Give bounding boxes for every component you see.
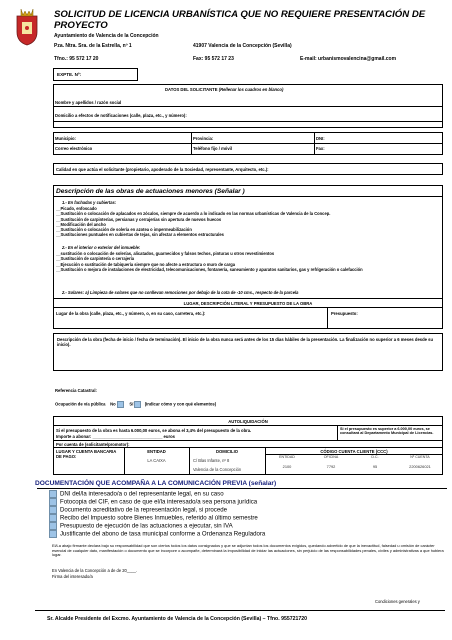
page-footer: Sr. Alcalde Presidente del Excmo. Ayuntamiento de Valencia de la Concepción (Sevilla) – Tfno. 955721720 — [47, 616, 308, 622]
col-entity: ENTIDAD — [147, 449, 166, 454]
no-label: No — [110, 401, 116, 407]
ccc-header: Nº CUENTA — [410, 455, 430, 459]
fax-label: Fax: — [316, 146, 325, 151]
bank-label: LUGAR Y CUENTA BANCARIA DE PAGO: — [56, 449, 117, 459]
document-checkbox[interactable] — [49, 514, 57, 522]
entity-value: LA CAIXA — [147, 458, 166, 463]
ccc-value: 7792 — [326, 464, 336, 469]
signature-label: Firma del interesado/a — [52, 574, 93, 579]
org-name: Ayuntamiento de Valencia de la Concepción — [54, 33, 159, 39]
amount-label[interactable]: Importe a abonar: ______________________________ euros — [56, 434, 175, 439]
document-checkbox[interactable] — [49, 506, 57, 514]
document-checkbox[interactable] — [49, 522, 57, 530]
org-email: E-mail: urbanismovalencina@gmail.com — [300, 56, 397, 62]
ccc-value: 2200626021 — [409, 464, 431, 469]
org-fax: Fax: 95 572 17 23 — [193, 56, 234, 62]
ccc-value: 95 — [372, 464, 378, 469]
yes-checkbox[interactable] — [134, 401, 141, 408]
document-checkbox[interactable] — [49, 530, 57, 538]
document-item[interactable]: DNI del/la interesado/a o del representante legal, en su caso — [48, 490, 443, 498]
domicile-label: Domicilio a efectos de notificaciones (calle, plaza, etc., y número): — [55, 113, 187, 118]
provincia-label: Provincia: — [193, 136, 214, 141]
ccc-header: ENTIDAD — [279, 455, 295, 459]
interior-list — [56, 251, 441, 272]
dni-label: DNI: — [316, 136, 325, 141]
org-address: Pza. Ntra. Sra. de la Estrella, nº 1 — [54, 43, 132, 49]
document-checkbox[interactable] — [49, 498, 57, 506]
works-title: Descripción de las obras de actuaciones menores (Señalar ) — [56, 188, 245, 195]
document-item[interactable]: Presupuesto de ejecución de las actuaciones a ejecutar, sin IVA — [48, 522, 443, 530]
description-box[interactable] — [53, 333, 443, 371]
document-checkbox[interactable] — [49, 490, 57, 498]
facades-list — [56, 206, 441, 238]
facade-item[interactable]: __Sustitución o colocación de aplacados en zócalos, siempre de acuerdo a lo indicado en las normas urbanísticas de Valencia de la Concep. — [56, 211, 331, 217]
municipio-label: Municipio: — [55, 136, 76, 141]
documents-title: DOCUMENTACIÓN QUE ACOMPAÑA A LA COMUNICACIÓN PREVIA (señalar) — [35, 480, 277, 487]
interior-item[interactable]: __Sustitución o mejora de instalaciones de electricidad, telecomunicaciones, fontanería, saneamiento y aparatos sanitarios, gas y refrigeración o calefacción — [56, 266, 363, 272]
general-conditions: Condiciones generales y — [375, 599, 420, 604]
budget-label: Presupuesto: — [331, 311, 358, 316]
ccc-table — [265, 455, 443, 469]
description-label: Descripción de la obra (fecha de inicio / fecha de terminación). El inicio de la obra nunca será antes de los 15 días hábiles de la presentación. La finalización no superior a 6 meses desde su inicio). — [57, 337, 434, 347]
document-item[interactable]: Justificante del abono de tasa municipal conforme a Ordenanza Reguladora — [48, 530, 443, 538]
facade-item[interactable]: __Sustituciones puntuales en cubiertas de tejas, sin afectar a elementos estructurales — [56, 232, 224, 238]
facade-item[interactable]: __Sustitución o colocación de solería en azotea o impermeabilización — [56, 227, 192, 233]
documents-list — [48, 490, 443, 538]
location-title: LUGAR, DESCRIPCIÓN LITERAL Y PRESUPUESTO DE LA OBRA — [183, 301, 313, 306]
ccc-header: D.C. — [371, 455, 379, 459]
interior-heading: 2.- En el interior o exterior del inmueble: — [62, 245, 141, 250]
signature-place-date: En Valencia de la Concepción a de de 20____. — [52, 568, 138, 573]
paid-by-label: Por cuenta de (solicitante/promotor): — [56, 442, 130, 447]
capacity-label: Calidad en que actúa el solicitante (propietario, apoderado de la Sociedad, representante, Arquitecto, etc.): — [56, 167, 269, 172]
email-label: Correo electrónico — [55, 146, 93, 151]
address-line-1: C/ Blas Infante, nº 8 — [193, 458, 230, 463]
interior-item[interactable]: __Ejecución o sustitución de tabiquería siempre que no afecte a estructura o muro de carga — [56, 261, 236, 267]
applicant-section-title: DATOS DEL SOLICITANTE (Rellenar los cuadros en blanco) — [165, 87, 284, 92]
ccc-header: OFICINA — [323, 455, 339, 459]
cadastral-label: Referencia Catastral: — [55, 388, 97, 393]
public-way-label: Ocupación de vía pública — [55, 401, 106, 407]
no-checkbox[interactable] — [117, 401, 124, 408]
form-title: SOLICITUD DE LICENCIA URBANÍSTICA QUE NO REQUIERE PRESENTACIÓN DE PROYECTO — [54, 9, 426, 31]
assessment-right-text: Si el presupuesto es superior a 6.000,00 euros, se consultará al Departamento Municipal de Licencias. — [340, 427, 434, 436]
solares-text: 2.- Solares: a) Limpieza de solares que no conllevan remociones por debajo de la cota de -10 cms., respecto de la parcela — [62, 290, 299, 295]
interior-item[interactable]: __Sustitución de carpintería o cerrajería — [56, 256, 135, 262]
assessment-title: AUTOLIQUIDACIÓN — [228, 419, 268, 424]
address-line-2: Valencia de la Concepción — [193, 467, 242, 472]
solares-item[interactable] — [62, 290, 298, 295]
name-label: Nombre y apellidos / razón social — [55, 100, 122, 105]
ccc-value: 2100 — [282, 464, 292, 469]
expte-label: EXPTE. Nº: — [57, 72, 82, 77]
facade-item[interactable]: __Sustitución de carpinterías, persianas y cerrajerías sin apertura de nuevos huecos — [56, 216, 222, 222]
document-item[interactable]: Documento acreditativo de la representación legal, si procede — [48, 506, 443, 514]
telefono-label: Teléfono fijo / móvil — [193, 146, 233, 151]
col-address: DOMICILIO — [215, 449, 239, 454]
document-item[interactable]: Fotocopia del CIF, en caso de que el/la interesado/a sea persona jurídica — [48, 498, 443, 506]
facade-item[interactable]: __Modificación del ancho — [56, 221, 106, 227]
org-phone: Tfno.: 95 572 17 20 — [54, 56, 99, 62]
place-label: Lugar de la obra (calle, plaza, etc., y número, o, en su caso, carretera, etc.): — [56, 311, 206, 316]
declaration-text: El/La abajo firmante declara bajo su responsabilidad que son ciertos todos los datos consignados y que se adjuntan todos los documentos exigidos, quedando advertido de que la inexactitud, falsedad u omisión de carácter esencial de cualquier dato, manifestación o documento que se incorpore o acompañe, determinará la imposibilidad de iniciar las actuaciones, sin perjuicio de las responsabilidades penales, civiles y administrativas a que hubiera lugar. — [52, 543, 444, 558]
document-item[interactable]: Recibo del Impuesto sobre Bienes Inmuebles, referido al último semestre — [48, 514, 443, 522]
public-way-row — [55, 401, 216, 408]
expte-box[interactable] — [53, 68, 138, 81]
facades-heading: 1.- En fachadas y cubiertas: — [62, 200, 117, 205]
municipal-crest-logo — [14, 6, 40, 46]
org-postal: 41907 Valencia de la Concepción (Sevilla) — [193, 43, 292, 49]
assessment-left-text: Si el presupuesto de la obra es hasta 6.000,00 euros, se abona el 3,4% del presupuesto de la obra. — [56, 428, 252, 433]
yes-label: Sí — [129, 401, 134, 407]
documents-section — [35, 480, 440, 487]
capacity-box[interactable] — [53, 163, 443, 175]
col-ccc: CÓDIGO CUENTA CLIENTE (CCC) — [320, 449, 388, 454]
public-way-hint: (indicar cómo y con qué elementos) — [144, 401, 217, 407]
interior-item[interactable]: __sustitución o colocación de solerías, alicatados, guarnecidos y falsos techos, pinturas u otros revestimientos — [56, 251, 275, 256]
facade-item[interactable]: __Picado, enfoscado — [56, 206, 97, 211]
